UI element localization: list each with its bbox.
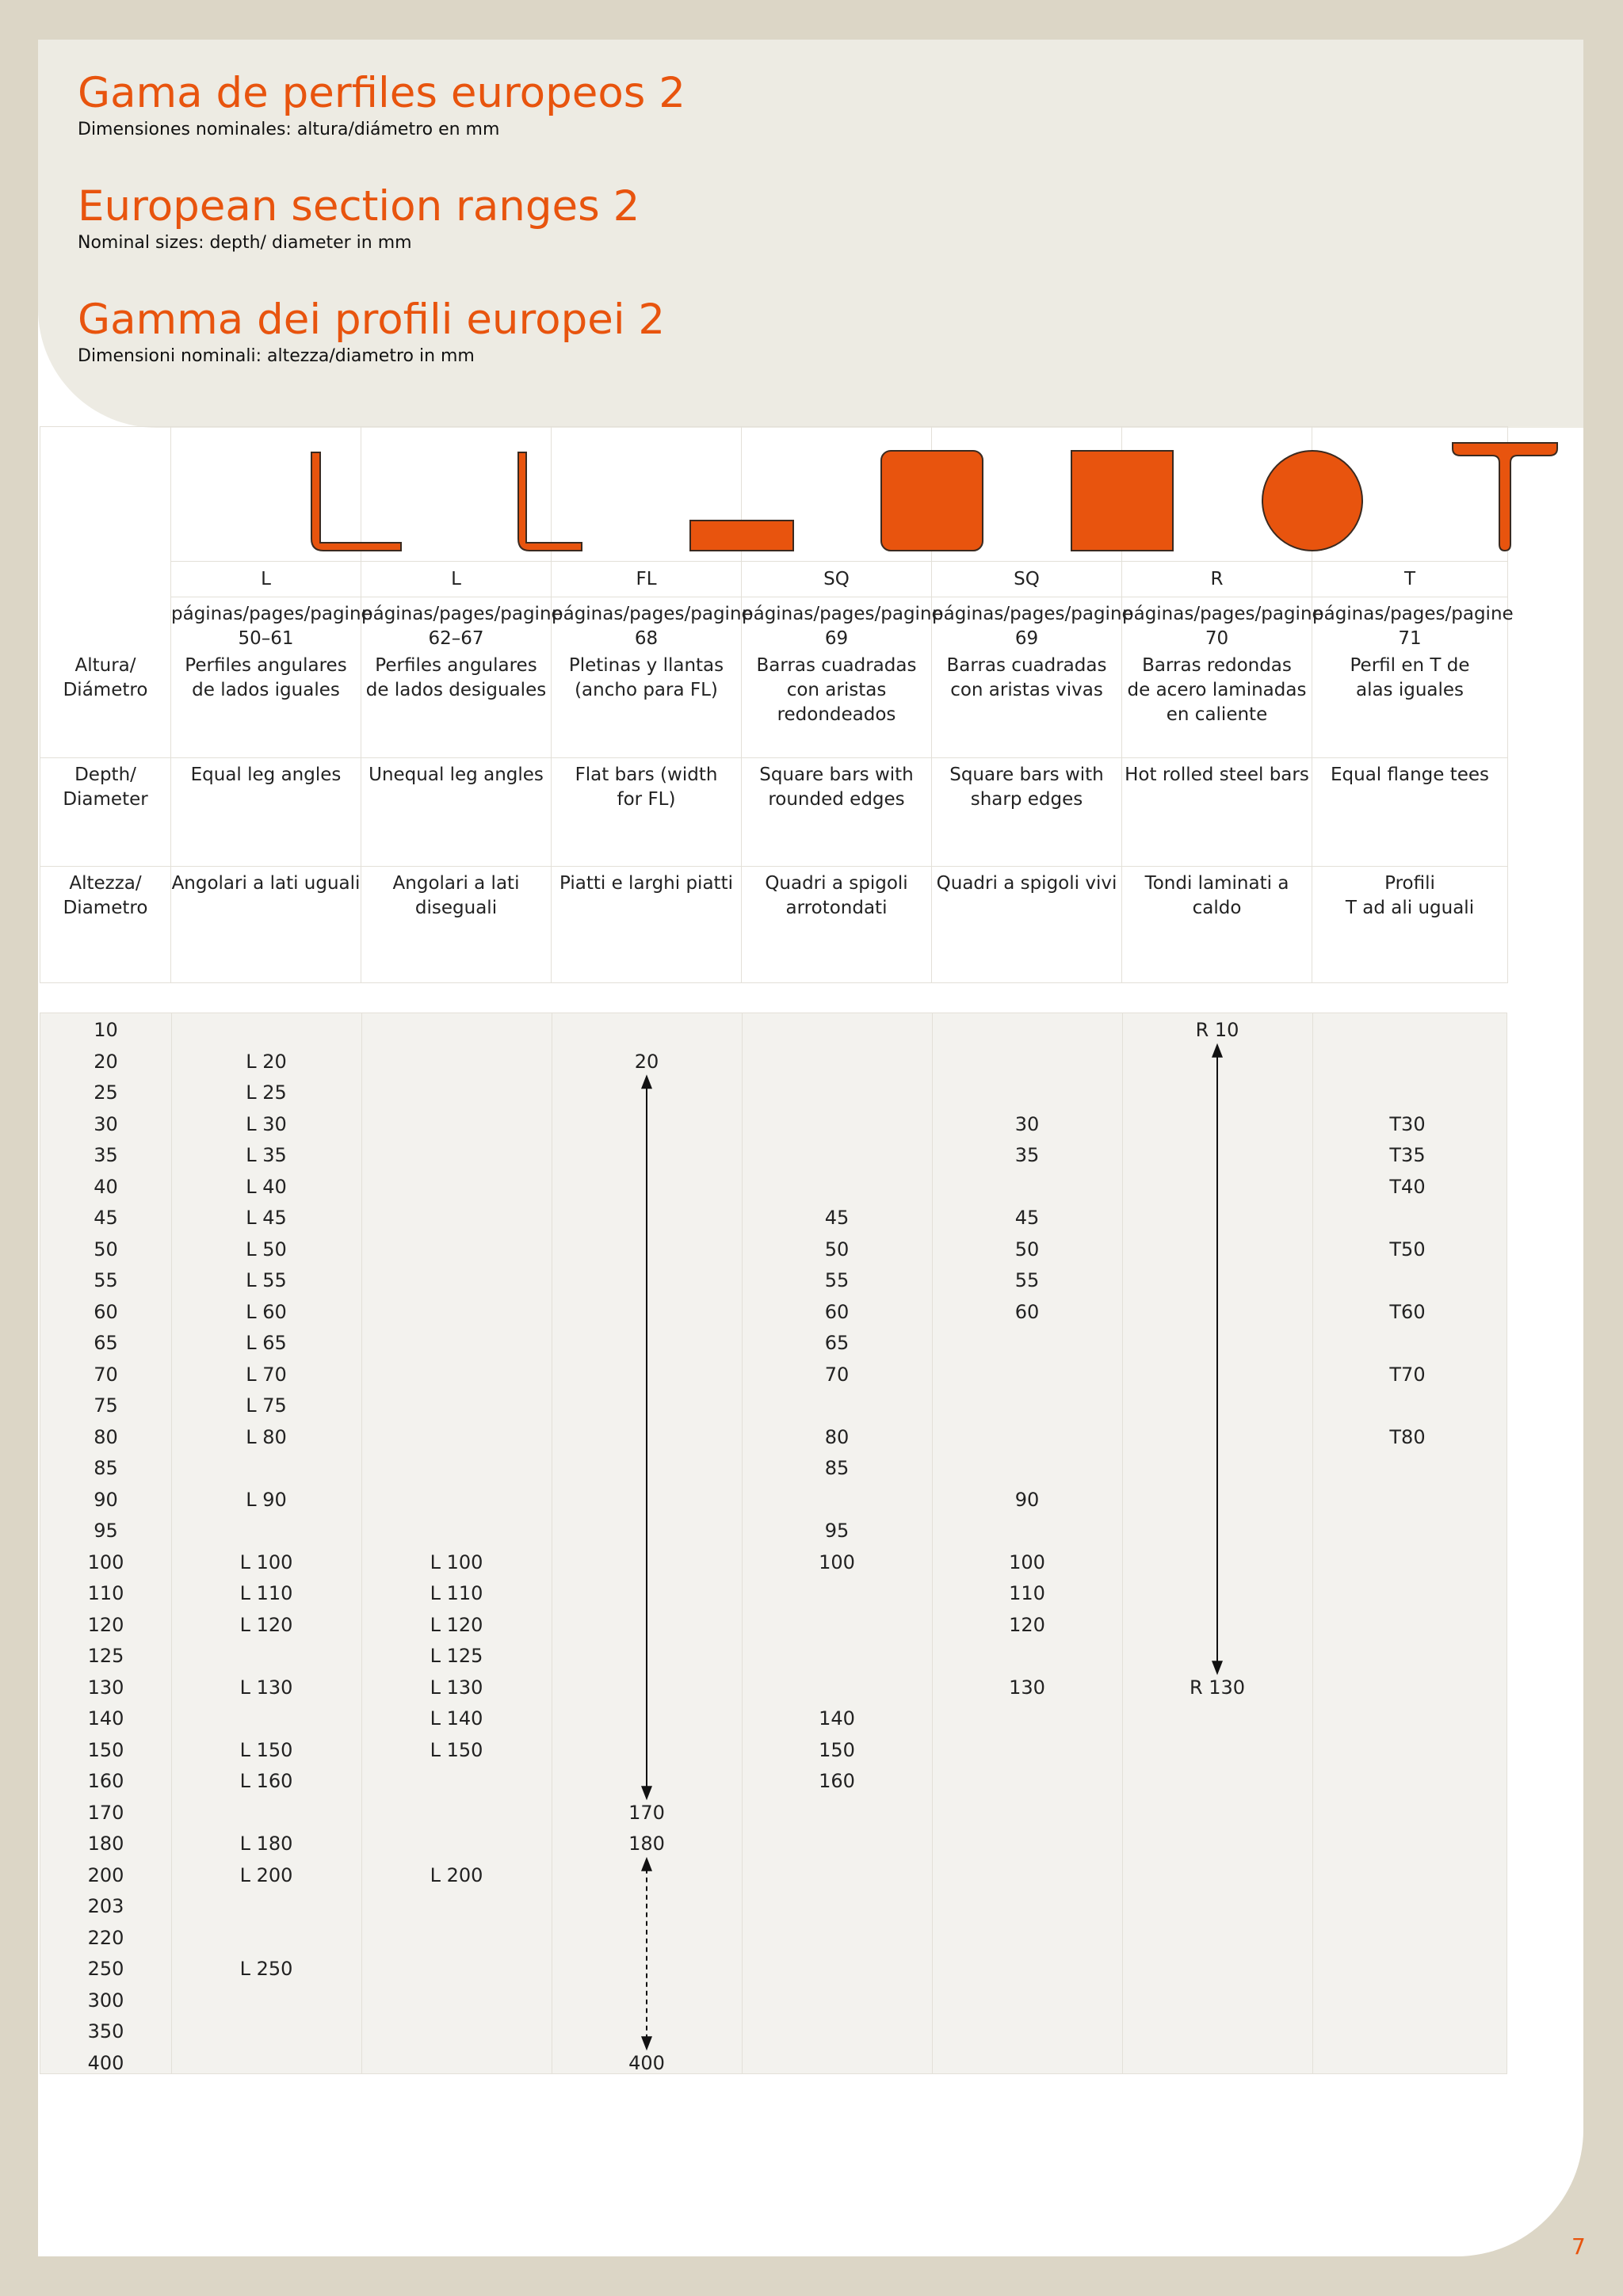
arrow-down-icon	[641, 2036, 652, 2050]
section-name-spanish: Barras redondas de acero laminadas en caliente	[1122, 649, 1312, 758]
size-cell: 45	[824, 1207, 850, 1229]
size-cell: L 100	[430, 1550, 483, 1573]
size-cell: L 80	[246, 1425, 287, 1448]
size-label: 250	[87, 1958, 124, 1980]
size-cell: T70	[1389, 1363, 1426, 1386]
size-cell: T35	[1389, 1144, 1426, 1166]
size-label: 125	[87, 1645, 124, 1667]
size-cell: L 150	[430, 1738, 483, 1761]
size-cell: 180	[628, 1833, 665, 1855]
size-cell: 95	[824, 1520, 850, 1542]
row-label-italian: Altezza/ Diametro	[40, 867, 171, 983]
size-cell: 130	[1009, 1676, 1045, 1699]
section-pages: páginas/pages/pagine 50–61	[171, 597, 361, 649]
section-name-spanish: Pletinas y llantas (ancho para FL)	[552, 649, 742, 758]
size-label: 40	[94, 1175, 118, 1198]
size-cell: 55	[1014, 1269, 1040, 1291]
row-label-spanish: Altura/ Diámetro	[40, 649, 171, 758]
size-range-table	[40, 1013, 1507, 2074]
size-label: 100	[87, 1550, 124, 1573]
section-shape-cell	[361, 427, 552, 562]
section-name-italian: Quadri a spigoli vivi	[932, 867, 1122, 983]
size-cell: L 70	[246, 1363, 287, 1386]
section-name-italian: Angolari a lati uguali	[171, 867, 361, 983]
size-cell: L 55	[246, 1269, 287, 1291]
size-cell: L 150	[239, 1738, 293, 1761]
subtitle-english: Nominal sizes: depth/ diameter in mm	[78, 233, 412, 253]
size-cell: 60	[1014, 1300, 1040, 1323]
size-cell: L 20	[246, 1050, 287, 1073]
size-cell: L 75	[246, 1394, 287, 1417]
section-code: L	[361, 562, 552, 597]
section-pages: páginas/pages/pagine 71	[1312, 597, 1508, 649]
size-cell: R 130	[1189, 1676, 1246, 1699]
size-cell: R 10	[1195, 1019, 1239, 1041]
section-name-italian: Angolari a lati diseguali	[361, 867, 552, 983]
size-label: 95	[94, 1520, 118, 1542]
size-cell: L 200	[239, 1863, 293, 1886]
size-cell: L 40	[246, 1175, 287, 1198]
size-cell: L 160	[239, 1770, 293, 1792]
size-cell: T80	[1389, 1425, 1426, 1448]
size-cell: L 60	[246, 1300, 287, 1323]
section-name-spanish: Barras cuadradas con aristas vivas	[932, 649, 1122, 758]
section-code: SQ	[742, 562, 932, 597]
arrow-up-icon	[1212, 1043, 1223, 1058]
row-label-english: Depth/ Diameter	[40, 758, 171, 867]
size-cell: 70	[824, 1363, 850, 1386]
section-code: T	[1312, 562, 1508, 597]
size-cell: 50	[1014, 1238, 1040, 1261]
size-cell: 80	[824, 1425, 850, 1448]
size-label: 130	[87, 1676, 124, 1699]
section-code: SQ	[932, 562, 1122, 597]
size-label: 85	[94, 1457, 118, 1479]
header-corner-cell	[40, 427, 171, 649]
section-pages: páginas/pages/pagine 69	[742, 597, 932, 649]
size-label: 180	[87, 1833, 124, 1855]
arrow-up-icon	[641, 1074, 652, 1089]
size-label: 350	[87, 2020, 124, 2042]
size-cell: 85	[824, 1457, 850, 1479]
section-shape-cell	[742, 427, 932, 562]
size-cell: 110	[1009, 1582, 1045, 1604]
size-cell: L 30	[246, 1112, 287, 1135]
section-name-spanish: Perfil en T de alas iguales	[1312, 649, 1508, 758]
section-name-english: Square bars with sharp edges	[932, 758, 1122, 867]
section-name-english: Square bars with rounded edges	[742, 758, 932, 867]
section-code: FL	[552, 562, 742, 597]
title-english: European section ranges 2	[78, 182, 640, 231]
section-pages: páginas/pages/pagine 69	[932, 597, 1122, 649]
page-number: 7	[1571, 2233, 1586, 2260]
size-label: 55	[94, 1269, 118, 1291]
section-name-english: Unequal leg angles	[361, 758, 552, 867]
size-cell: T30	[1389, 1112, 1426, 1135]
size-cell: L 180	[239, 1833, 293, 1855]
range-arrows	[40, 1013, 1507, 2075]
size-label: 70	[94, 1363, 118, 1386]
arrow-up-icon	[641, 1857, 652, 1871]
section-pages: páginas/pages/pagine 62–67	[361, 597, 552, 649]
size-label: 120	[87, 1613, 124, 1636]
size-cell: 170	[628, 1801, 665, 1824]
size-label: 45	[94, 1207, 118, 1229]
section-pages: páginas/pages/pagine 70	[1122, 597, 1312, 649]
size-cell: 55	[824, 1269, 850, 1291]
size-cell: L 100	[239, 1550, 293, 1573]
size-cell: 100	[819, 1550, 855, 1573]
section-code: L	[171, 562, 361, 597]
section-name-spanish: Perfiles angulares de lados iguales	[171, 649, 361, 758]
section-name-english: Hot rolled steel bars	[1122, 758, 1312, 867]
size-label: 75	[94, 1394, 118, 1417]
arrow-down-icon	[1212, 1661, 1223, 1675]
section-name-spanish: Barras cuadradas con aristas redondeados	[742, 649, 932, 758]
size-label: 20	[94, 1050, 118, 1073]
size-cell: 400	[628, 2051, 665, 2074]
size-cell: L 120	[430, 1613, 483, 1636]
size-cell: L 110	[430, 1582, 483, 1604]
subtitle-spanish: Dimensiones nominales: altura/diámetro en mm	[78, 120, 500, 139]
size-cell: 160	[819, 1770, 855, 1792]
size-label: 160	[87, 1770, 124, 1792]
size-label: 90	[94, 1488, 118, 1511]
size-cell: 90	[1014, 1488, 1040, 1511]
page-header	[38, 40, 1583, 428]
size-cell: L 35	[246, 1144, 287, 1166]
size-cell: L 125	[430, 1645, 483, 1667]
section-name-italian: Tondi laminati a caldo	[1122, 867, 1312, 983]
size-label: 203	[87, 1895, 124, 1917]
size-label: 110	[87, 1582, 124, 1604]
section-name-italian: Profili T ad ali uguali	[1312, 867, 1508, 983]
title-spanish: Gama de perfiles europeos 2	[78, 69, 685, 117]
size-cell: 50	[824, 1238, 850, 1261]
size-label: 200	[87, 1863, 124, 1886]
size-label: 300	[87, 1989, 124, 2012]
section-name-english: Equal leg angles	[171, 758, 361, 867]
size-cell: 35	[1014, 1144, 1040, 1166]
size-cell: L 110	[239, 1582, 293, 1604]
size-cell: L 50	[246, 1238, 287, 1261]
section-name-english: Equal flange tees	[1312, 758, 1508, 867]
size-label: 65	[94, 1332, 118, 1354]
size-cell: 100	[1009, 1550, 1045, 1573]
size-label: 400	[87, 2051, 124, 2074]
size-cell: L 140	[430, 1707, 483, 1730]
size-label: 30	[94, 1112, 118, 1135]
size-cell: L 120	[239, 1613, 293, 1636]
size-cell: T50	[1389, 1238, 1426, 1261]
size-cell: L 200	[430, 1863, 483, 1886]
size-cell: 60	[824, 1300, 850, 1323]
size-cell: 120	[1009, 1613, 1045, 1636]
size-cell: L 130	[239, 1676, 293, 1699]
section-shape-cell	[552, 427, 742, 562]
arrow-down-icon	[641, 1786, 652, 1800]
section-description-table	[40, 426, 1514, 983]
size-cell: L 250	[239, 1958, 293, 1980]
size-label: 80	[94, 1425, 118, 1448]
section-name-italian: Piatti e larghi piatti	[552, 867, 742, 983]
size-label: 10	[94, 1019, 118, 1041]
size-label: 25	[94, 1081, 118, 1104]
section-shape-cell	[171, 427, 361, 562]
section-name-spanish: Perfiles angulares de lados desiguales	[361, 649, 552, 758]
size-label: 140	[87, 1707, 124, 1730]
size-cell: L 25	[246, 1081, 287, 1104]
title-italian: Gamma dei profili europei 2	[78, 296, 666, 344]
size-label: 35	[94, 1144, 118, 1166]
section-shape-cell	[1312, 427, 1508, 562]
size-cell: 20	[634, 1050, 659, 1073]
size-label: 150	[87, 1738, 124, 1761]
section-shape-cell	[1122, 427, 1312, 562]
size-cell: L 130	[430, 1676, 483, 1699]
size-cell: 45	[1014, 1207, 1040, 1229]
size-cell: 140	[819, 1707, 855, 1730]
size-label: 170	[87, 1801, 124, 1824]
size-cell: L 90	[246, 1488, 287, 1511]
size-label: 220	[87, 1926, 124, 1949]
section-shape-cell	[932, 427, 1122, 562]
section-name-english: Flat bars (width for FL)	[552, 758, 742, 867]
size-cell: T60	[1389, 1300, 1426, 1323]
size-cell: 65	[824, 1332, 850, 1354]
size-cell: 150	[819, 1738, 855, 1761]
section-name-italian: Quadri a spigoli arrotondati	[742, 867, 932, 983]
size-cell: 30	[1014, 1112, 1040, 1135]
section-code: R	[1122, 562, 1312, 597]
subtitle-italian: Dimensioni nominali: altezza/diametro in mm	[78, 346, 475, 366]
section-pages: páginas/pages/pagine 68	[552, 597, 742, 649]
size-cell: L 45	[246, 1207, 287, 1229]
size-label: 50	[94, 1238, 118, 1261]
size-cell: L 65	[246, 1332, 287, 1354]
size-cell: T40	[1389, 1175, 1426, 1198]
size-label: 60	[94, 1300, 118, 1323]
